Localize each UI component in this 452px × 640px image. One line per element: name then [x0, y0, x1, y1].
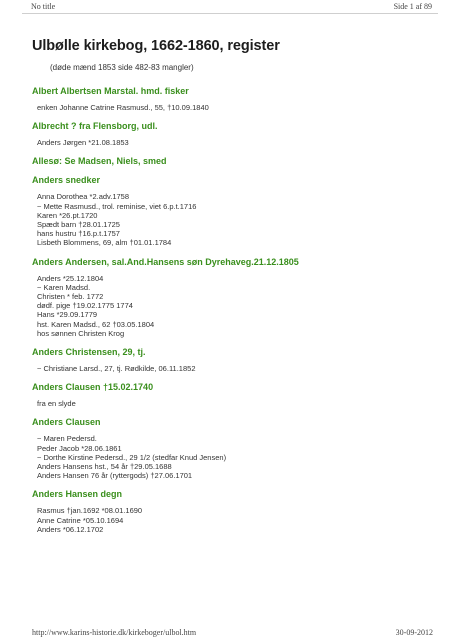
- register-entry: [32, 121, 437, 147]
- entry-line: ~ Mette Rasmusd., trol. reminise, viet 6.p.t.1716: [37, 201, 197, 211]
- entry-line: Hans *29.09.1779: [37, 310, 98, 320]
- register-entry: [32, 257, 437, 338]
- entry-line: Anders *06.12.1702: [37, 524, 104, 534]
- entry-line: Peder Jacob *28.06.1861: [37, 443, 122, 453]
- entry-name: Anders Hansen degn: [32, 489, 123, 500]
- register-entries: [32, 86, 437, 534]
- entry-line: Anders Hansen 76 år (ryttergods) †27.06.1701: [37, 471, 193, 481]
- entry-name: Allesø: Se Madsen, Niels, smed: [32, 156, 167, 167]
- entry-line: ~ Christiane Larsd., 27, tj. Rødkilde, 06.11.1852: [37, 364, 196, 374]
- register-entry: [32, 86, 437, 112]
- header-page-number: Side 1 af 89: [393, 2, 432, 11]
- header-divider: [22, 13, 438, 14]
- header-title: No title: [31, 2, 56, 11]
- entry-details: [37, 434, 437, 480]
- entry-line: Anna Dorothea *2.adv.1758: [37, 192, 130, 202]
- entry-details: [37, 364, 437, 373]
- entry-name: Anders Clausen †15.02.1740: [32, 382, 154, 393]
- entry-line: Christen * feb. 1772: [37, 292, 104, 302]
- entry-name: Albrecht ? fra Flensborg, udl.: [32, 121, 158, 132]
- entry-line: hos sønnen Christen Krog: [37, 328, 125, 338]
- footer-url[interactable]: http://www.karins-historie.dk/kirkeboger/ulbol.htm: [32, 628, 197, 637]
- entry-line: ~ Karen Madsd.: [37, 282, 91, 292]
- entry-line: enken Johanne Catrine Rasmusd., 55, †10.09.1840: [37, 103, 209, 112]
- register-entry: [32, 156, 437, 166]
- entry-line: ~ Dorthe Kirstine Pedersd., 29 1/2 (stedfar Knud Jensen): [37, 452, 227, 462]
- document-body: [32, 38, 437, 543]
- entry-details: [37, 506, 437, 534]
- entry-line: Spædt barn †28.01.1725: [37, 220, 120, 230]
- entry-line: Karen *26.pt.1720: [37, 210, 98, 220]
- register-entry: [32, 489, 437, 534]
- page-footer: [0, 626, 452, 640]
- entry-name: Anders Andersen, sal.And.Hansens søn Dyrehaveg.21.12.1805: [32, 256, 299, 267]
- entry-line: dødf. pige †19.02.1775 1774: [37, 301, 133, 311]
- entry-name: Albert Albertsen Marstal. hmd. fisker: [32, 86, 189, 96]
- entry-details: [37, 138, 437, 147]
- entry-line: Anders Hansens hst., 54 år †29.05.1688: [37, 462, 172, 472]
- entry-line: fra en slyde: [37, 399, 76, 409]
- entry-details: [37, 274, 437, 338]
- page-header: [0, 0, 452, 12]
- entry-details: [37, 192, 437, 247]
- page-title: Ulbølle kirkebog, 1662-1860, register: [32, 38, 280, 54]
- entry-name: Anders snedker: [32, 175, 101, 186]
- entry-line: Anders *25.12.1804: [37, 273, 104, 283]
- register-entry: [32, 175, 437, 247]
- entry-name: Anders Clausen: [32, 417, 101, 428]
- register-entry: [32, 347, 437, 373]
- register-entry: [32, 417, 437, 480]
- entry-line: ~ Maren Pedersd.: [37, 434, 97, 444]
- entry-line: Lisbeth Blommens, 69, alm †01.01.1784: [37, 238, 172, 248]
- entry-line: hans hustru †16.p.t.1757: [37, 229, 120, 239]
- footer-date: 30-09-2012: [395, 628, 433, 637]
- entry-line: Rasmus †jan.1692 *08.01.1690: [37, 506, 143, 516]
- page-subtitle: (døde mænd 1853 side 482-83 mangler): [50, 63, 194, 72]
- register-entry: [32, 382, 437, 408]
- entry-line: hst. Karen Madsd., 62 †03.05.1804: [37, 319, 155, 329]
- entry-details: [37, 103, 437, 112]
- entry-name: Anders Christensen, 29, tj.: [32, 347, 146, 358]
- entry-details: [37, 399, 437, 408]
- entry-line: Anne Catrine *05.10.1694: [37, 515, 124, 525]
- entry-line: Anders Jørgen *21.08.1853: [37, 138, 129, 148]
